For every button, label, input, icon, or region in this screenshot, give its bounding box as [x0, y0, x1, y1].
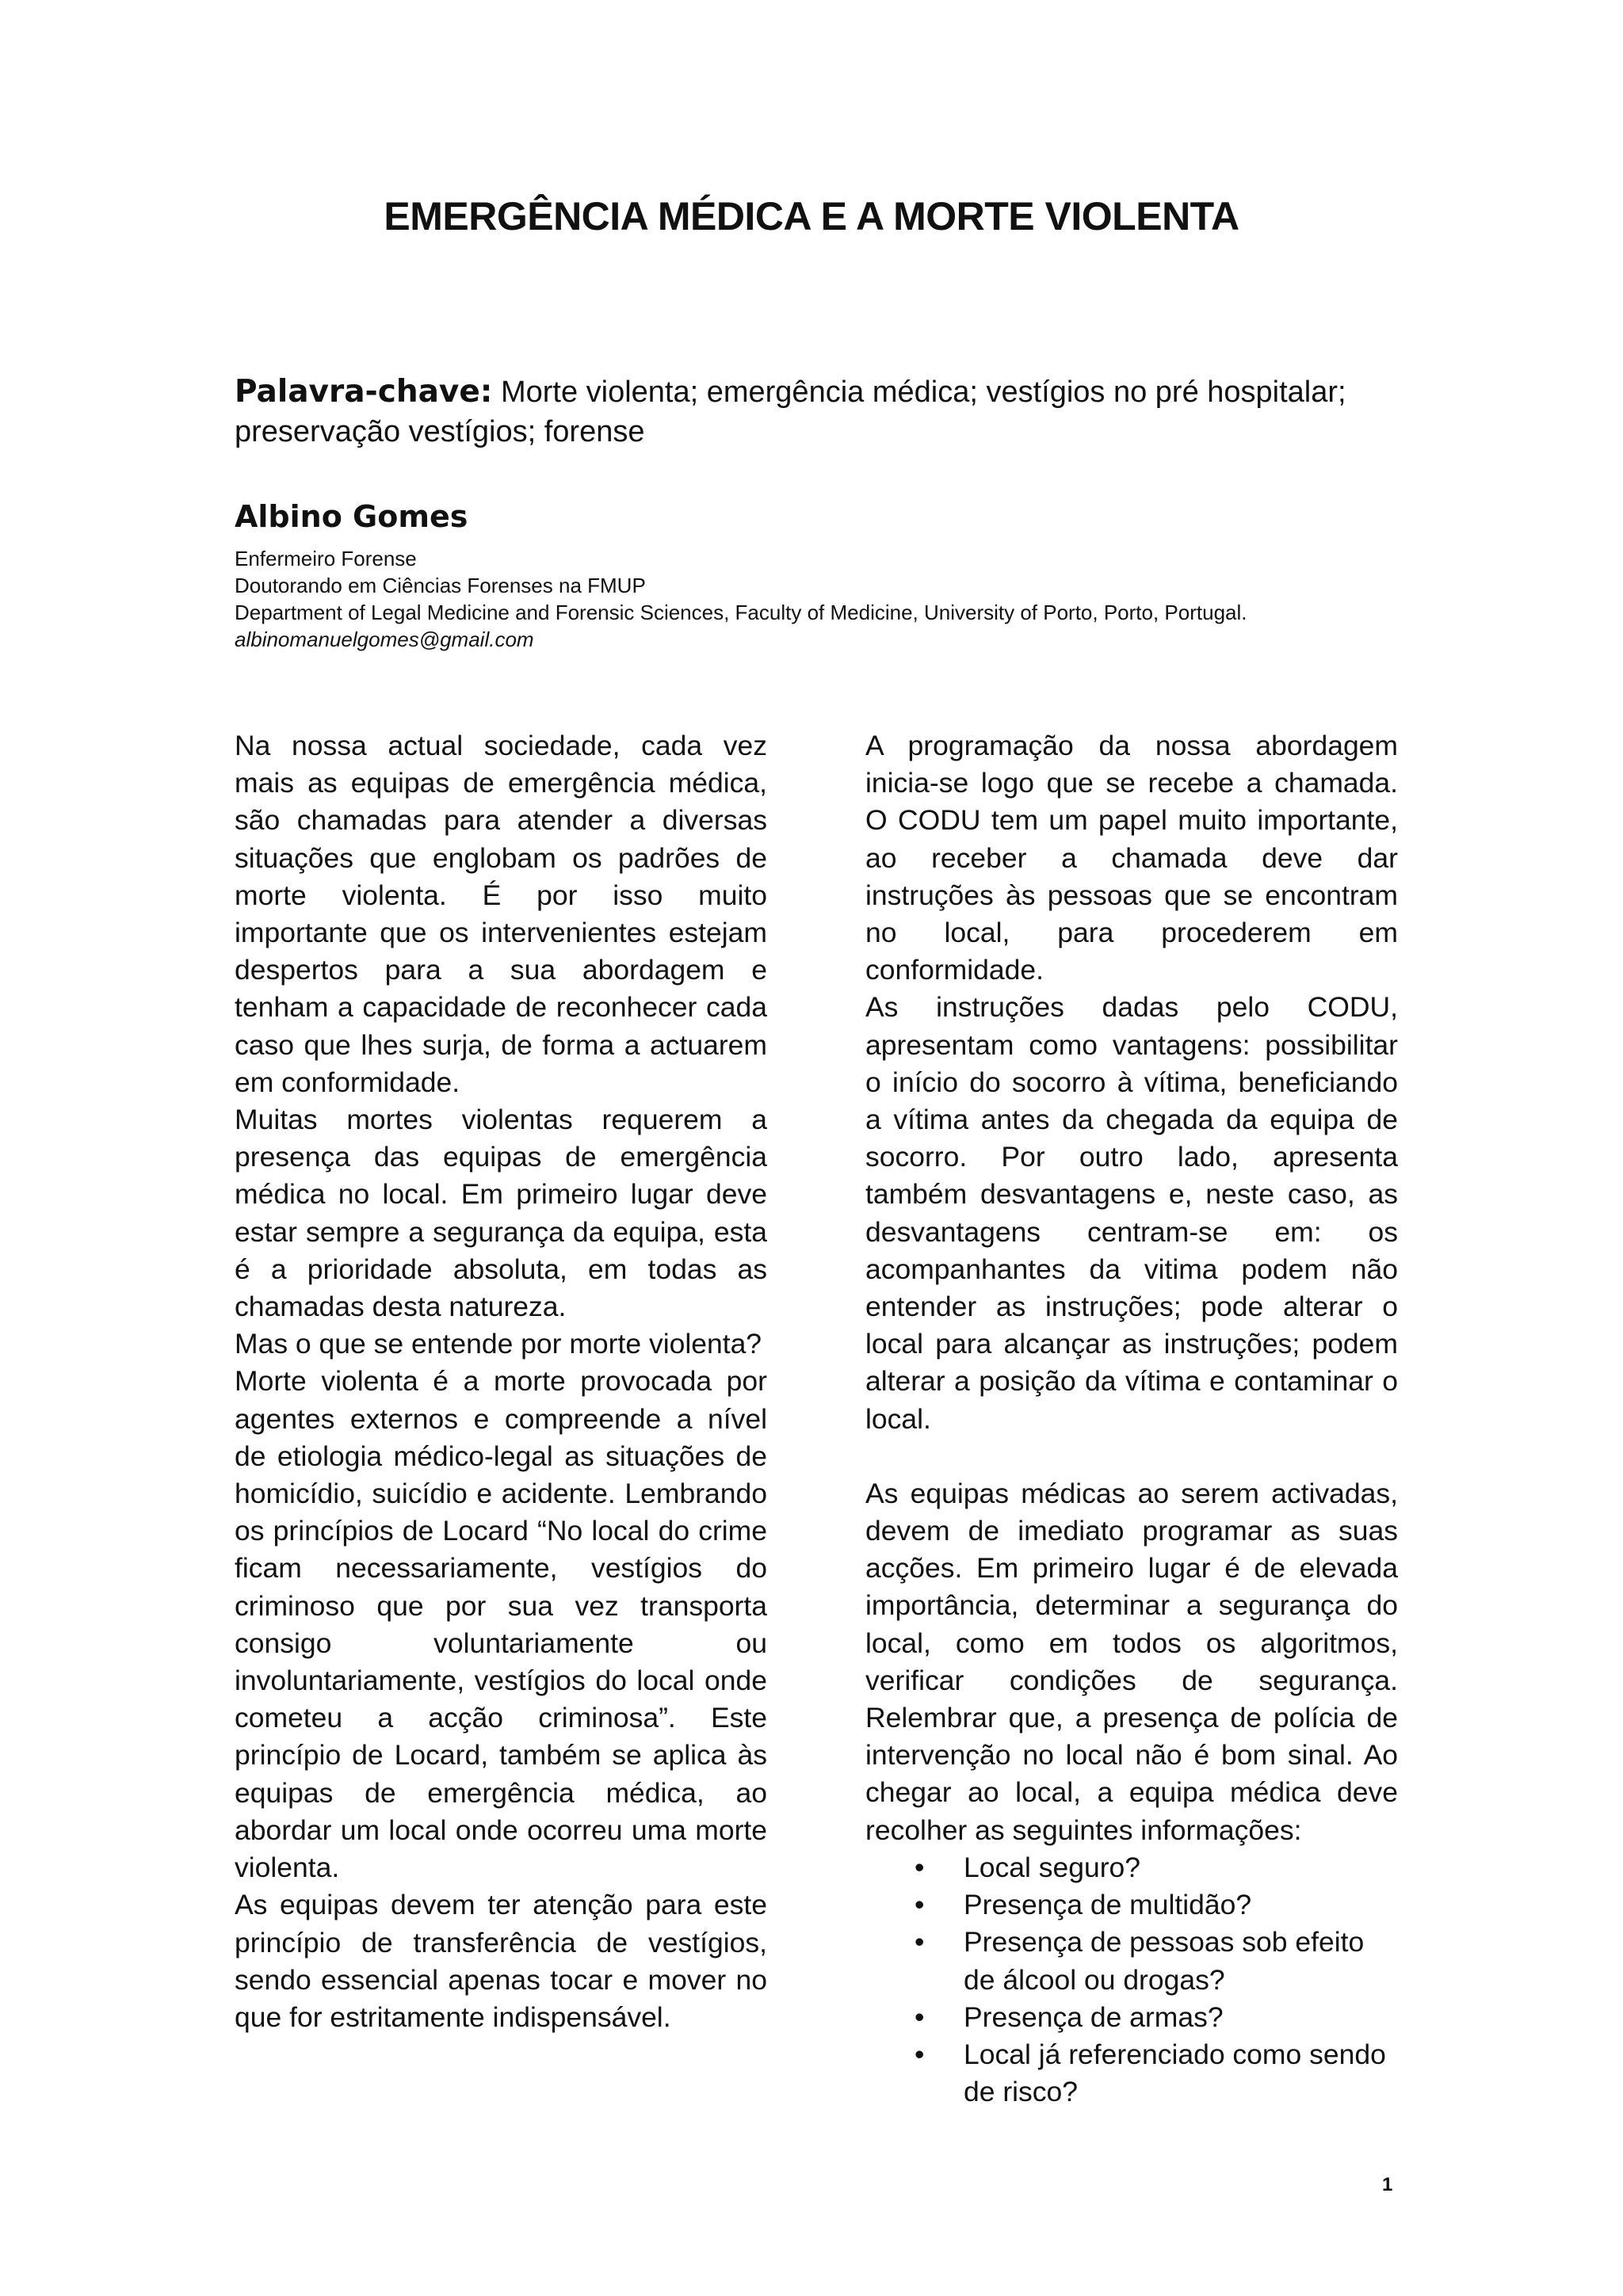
author-email[interactable]: albinomanuelgomes@gmail.com: [235, 627, 534, 651]
left-column: [235, 727, 767, 2036]
list-item: [915, 1924, 1398, 1998]
author-role: Enfermeiro Forense: [235, 547, 417, 570]
bullet-icon: •: [915, 1889, 925, 1921]
bullet-icon: •: [915, 2038, 925, 2070]
list-item: [915, 2036, 1398, 2111]
bullet-icon: •: [915, 1851, 925, 1883]
right-column: [865, 727, 1398, 2111]
keywords-text: Morte violenta; emergência médica; vestígios no pré hospitalar; preservação vestígios; forense: [235, 376, 1346, 448]
list-item-text: Local seguro?: [964, 1851, 1141, 1883]
checklist: [865, 1849, 1398, 2111]
bullet-icon: •: [915, 2000, 925, 2033]
page-number: 1: [1382, 2174, 1393, 2195]
keywords-label: Palavra-chave:: [235, 374, 493, 410]
paragraph: As instruções dadas pelo CODU, apresentam como vantagens: possibilitar o início do socorro à vítima, beneficiando a vítima antes da chegada da equipa de socorro. Por outro lado, apresenta também desvantagens e, neste caso, as desvantagens centram-se em: os acompanhantes da vitima podem não entender as instruções; pode alterar o local para alcançar as instruções; podem alterar a posição da vítima e contaminar o local.: [865, 991, 1398, 1435]
list-item: [915, 1849, 1398, 1886]
author-name: Albino Gomes: [235, 499, 468, 534]
paragraph: As equipas devem ter atenção para este princípio de transferência de vestígios, sendo essencial apenas tocar e mover no que for estritamente indispensável.: [235, 1889, 767, 2033]
list-item-text: Local já referenciado como sendo de risco?: [964, 2038, 1386, 2108]
paper-title: EMERGÊNCIA MÉDICA E A MORTE VIOLENTA: [384, 194, 1239, 238]
paragraph: As equipas médicas ao serem activadas, devem de imediato programar as suas acções. Em primeiro lugar é de elevada importância, determinar a segurança do local, como em todos os algoritmos, verificar condições de segurança. Relembrar que, a presença de polícia de intervenção no local não é bom sinal. Ao chegar ao local, a equipa médica deve recolher as seguintes informações:: [865, 1477, 1398, 1846]
keywords: [235, 372, 1423, 452]
paragraph: Mas o que se entende por morte violenta?: [235, 1328, 762, 1360]
list-item-text: Presença de armas?: [964, 2000, 1224, 2033]
list-item-text: Presença de pessoas sob efeito de álcool ou drogas?: [964, 1926, 1365, 1996]
author-program: Doutorando em Ciências Forenses na FMUP: [235, 574, 646, 597]
bullet-icon: •: [915, 1926, 925, 1958]
author-department: Department of Legal Medicine and Forensic Sciences, Faculty of Medicine, University of Porto, Porto, Portugal.: [235, 601, 1247, 624]
paragraph: Morte violenta é a morte provocada por agentes externos e compreende a nível de etiologia médico-legal as situações de homicídio, suicídio e acidente. Lembrando os princípios de Locard “No local do crime ficam necessariamente, vestígios do criminoso que por sua vez transporta consigo voluntariamente ou involuntariamente, vestígios do local onde cometeu a acção criminosa”. Este princípio de Locard, também se aplica às equipas de emergência médica, ao abordar um local onde ocorreu uma morte violenta.: [235, 1365, 767, 1884]
paragraph: Na nossa actual sociedade, cada vez mais as equipas de emergência médica, são chamadas para atender a diversas situações que englobam os padrões de morte violenta. É por isso muito importante que os intervenientes estejam despertos para a sua abordagem e tenham a capacidade de reconhecer cada caso que lhes surja, de forma a actuarem em conformidade.: [235, 730, 767, 1098]
list-item: [915, 1999, 1398, 2036]
list-item: [915, 1886, 1398, 1924]
author-block: [235, 499, 1503, 653]
paragraph: A programação da nossa abordagem inicia-se logo que se recebe a chamada. O CODU tem um papel muito importante, ao receber a chamada deve dar instruções às pessoas que se encontram no local, para procederem em conformidade.: [865, 730, 1398, 986]
list-item-text: Presença de multidão?: [964, 1889, 1252, 1921]
paragraph: Muitas mortes violentas requerem a presença das equipas de emergência médica no local. Em primeiro lugar deve estar sempre a segurança da equipa, esta é a prioridade absoluta, em todas as chamadas desta natureza.: [235, 1104, 767, 1323]
